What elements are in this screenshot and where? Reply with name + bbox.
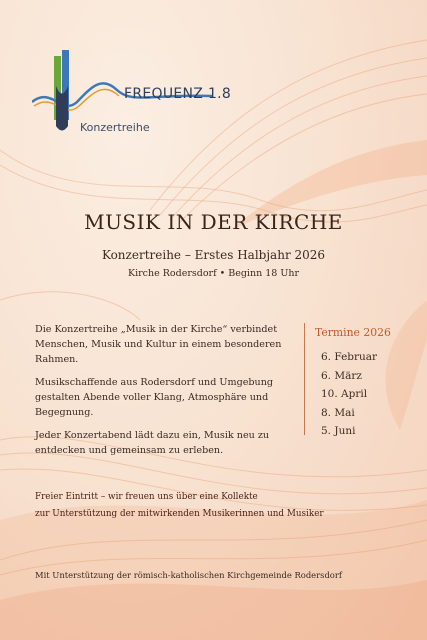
entry-line-2: zur Unterstützung der mitwirkenden Musikerinnen und Musiker	[35, 509, 324, 519]
date-item: 10. April	[321, 388, 368, 400]
venue-line: Kirche Rodersdorf • Beginn 18 Uhr	[127, 268, 299, 279]
date-item: 8. Mai	[321, 406, 355, 419]
dates-list	[321, 348, 377, 441]
intro-paragraph-3: Jeder Konzertabend lädt dazu ein, Musik neu zu entdecken und gemeinsam zu erleben.	[35, 430, 270, 456]
intro-text	[35, 322, 305, 466]
dates-divider	[304, 323, 305, 435]
entry-note	[35, 489, 324, 523]
intro-paragraph-2: Musikschaffende aus Rodersdorf und Umgebung gestalten Abende voller Klang, Atmosphäre und Begegnung.	[35, 377, 274, 418]
page-title: MUSIK IN DER KIRCHE	[84, 210, 343, 234]
dates-title: Termine 2026	[315, 326, 391, 339]
entry-line-1: Freier Eintritt – wir freuen uns über eine Kollekte	[35, 492, 258, 502]
logo-wordmark: FREQUENZ 1.8	[124, 86, 232, 102]
date-item: 5. Juni	[321, 425, 356, 437]
intro-paragraph-1: Die Konzertreihe „Musik in der Kirche“ verbindet Menschen, Musik und Kultur in einem besonderen Rahmen.	[35, 324, 282, 365]
date-item: 6. Februar	[321, 351, 378, 363]
logo-subtitle: Konzertreihe	[80, 121, 150, 134]
series-subtitle: Konzertreihe – Erstes Halbjahr 2026	[101, 248, 326, 262]
footer-credit: Mit Unterstützung der römisch-katholischen Kirchgemeinde Rodersdorf	[35, 570, 342, 580]
date-item: 6. März	[321, 369, 362, 382]
